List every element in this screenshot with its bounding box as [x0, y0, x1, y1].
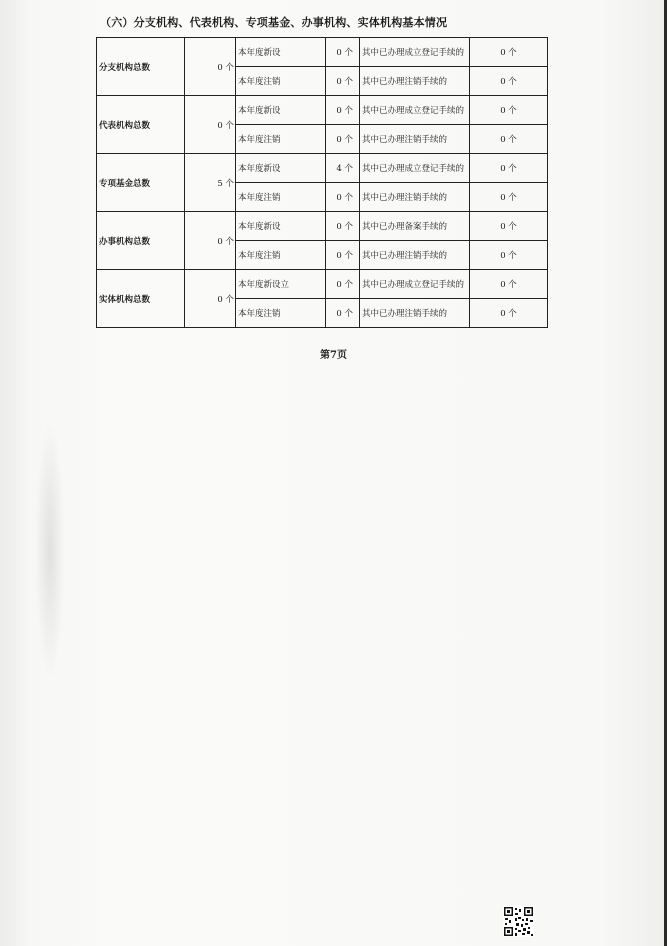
line-note-value: 0 个: [470, 241, 548, 270]
section-title: （六）分支机构、代表机构、专项基金、办事机构、实体机构基本情况: [100, 16, 448, 29]
category-total: 0 个: [185, 96, 236, 154]
line-value: 4 个: [326, 154, 360, 183]
line-value: 0 个: [326, 183, 360, 212]
line-label: 本年度注销: [236, 125, 326, 154]
line-value: 0 个: [326, 125, 360, 154]
line-label: 本年度注销: [236, 183, 326, 212]
line-note-value: 0 个: [470, 67, 548, 96]
line-label: 本年度注销: [236, 241, 326, 270]
line-note-value: 0 个: [470, 270, 548, 299]
line-note-value: 0 个: [470, 38, 548, 67]
line-label: 本年度新设: [236, 154, 326, 183]
line-label: 本年度新设: [236, 96, 326, 125]
line-value: 0 个: [326, 96, 360, 125]
table-row: [97, 212, 548, 241]
line-note: 其中已办理注销手续的: [360, 125, 470, 154]
line-note-value: 0 个: [470, 154, 548, 183]
line-value: 0 个: [326, 299, 360, 328]
qr-code-icon: [503, 906, 534, 937]
category-label: 办事机构总数: [97, 212, 185, 270]
category-total: 0 个: [185, 38, 236, 96]
line-note: 其中已办理成立登记手续的: [360, 154, 470, 183]
institutions-table: [96, 37, 548, 328]
table-row: [97, 96, 548, 125]
line-note-value: 0 个: [470, 299, 548, 328]
category-label: 分支机构总数: [97, 38, 185, 96]
line-note: 其中已办理成立登记手续的: [360, 96, 470, 125]
line-note: 其中已办理注销手续的: [360, 67, 470, 96]
line-value: 0 个: [326, 241, 360, 270]
category-label: 代表机构总数: [97, 96, 185, 154]
line-label: 本年度新设: [236, 38, 326, 67]
line-value: 0 个: [326, 212, 360, 241]
category-total: 0 个: [185, 212, 236, 270]
scan-shadow: [35, 420, 65, 680]
line-value: 0 个: [326, 67, 360, 96]
line-note-value: 0 个: [470, 96, 548, 125]
line-note-value: 0 个: [470, 212, 548, 241]
category-total: 5 个: [185, 154, 236, 212]
line-note: 其中已办理注销手续的: [360, 241, 470, 270]
line-note: 其中已办理备案手续的: [360, 212, 470, 241]
category-label: 专项基金总数: [97, 154, 185, 212]
category-total: 0 个: [185, 270, 236, 328]
table-row: [97, 270, 548, 299]
line-note-value: 0 个: [470, 125, 548, 154]
line-note: 其中已办理成立登记手续的: [360, 270, 470, 299]
page-number: 第7页: [320, 350, 347, 361]
line-label: 本年度注销: [236, 299, 326, 328]
line-note: 其中已办理注销手续的: [360, 183, 470, 212]
line-value: 0 个: [326, 270, 360, 299]
category-label: 实体机构总数: [97, 270, 185, 328]
line-note-value: 0 个: [470, 183, 548, 212]
line-label: 本年度新设: [236, 212, 326, 241]
line-note: 其中已办理注销手续的: [360, 299, 470, 328]
line-note: 其中已办理成立登记手续的: [360, 38, 470, 67]
table-row: [97, 38, 548, 67]
table-row: [97, 154, 548, 183]
line-label: 本年度新设立: [236, 270, 326, 299]
line-label: 本年度注销: [236, 67, 326, 96]
line-value: 0 个: [326, 38, 360, 67]
